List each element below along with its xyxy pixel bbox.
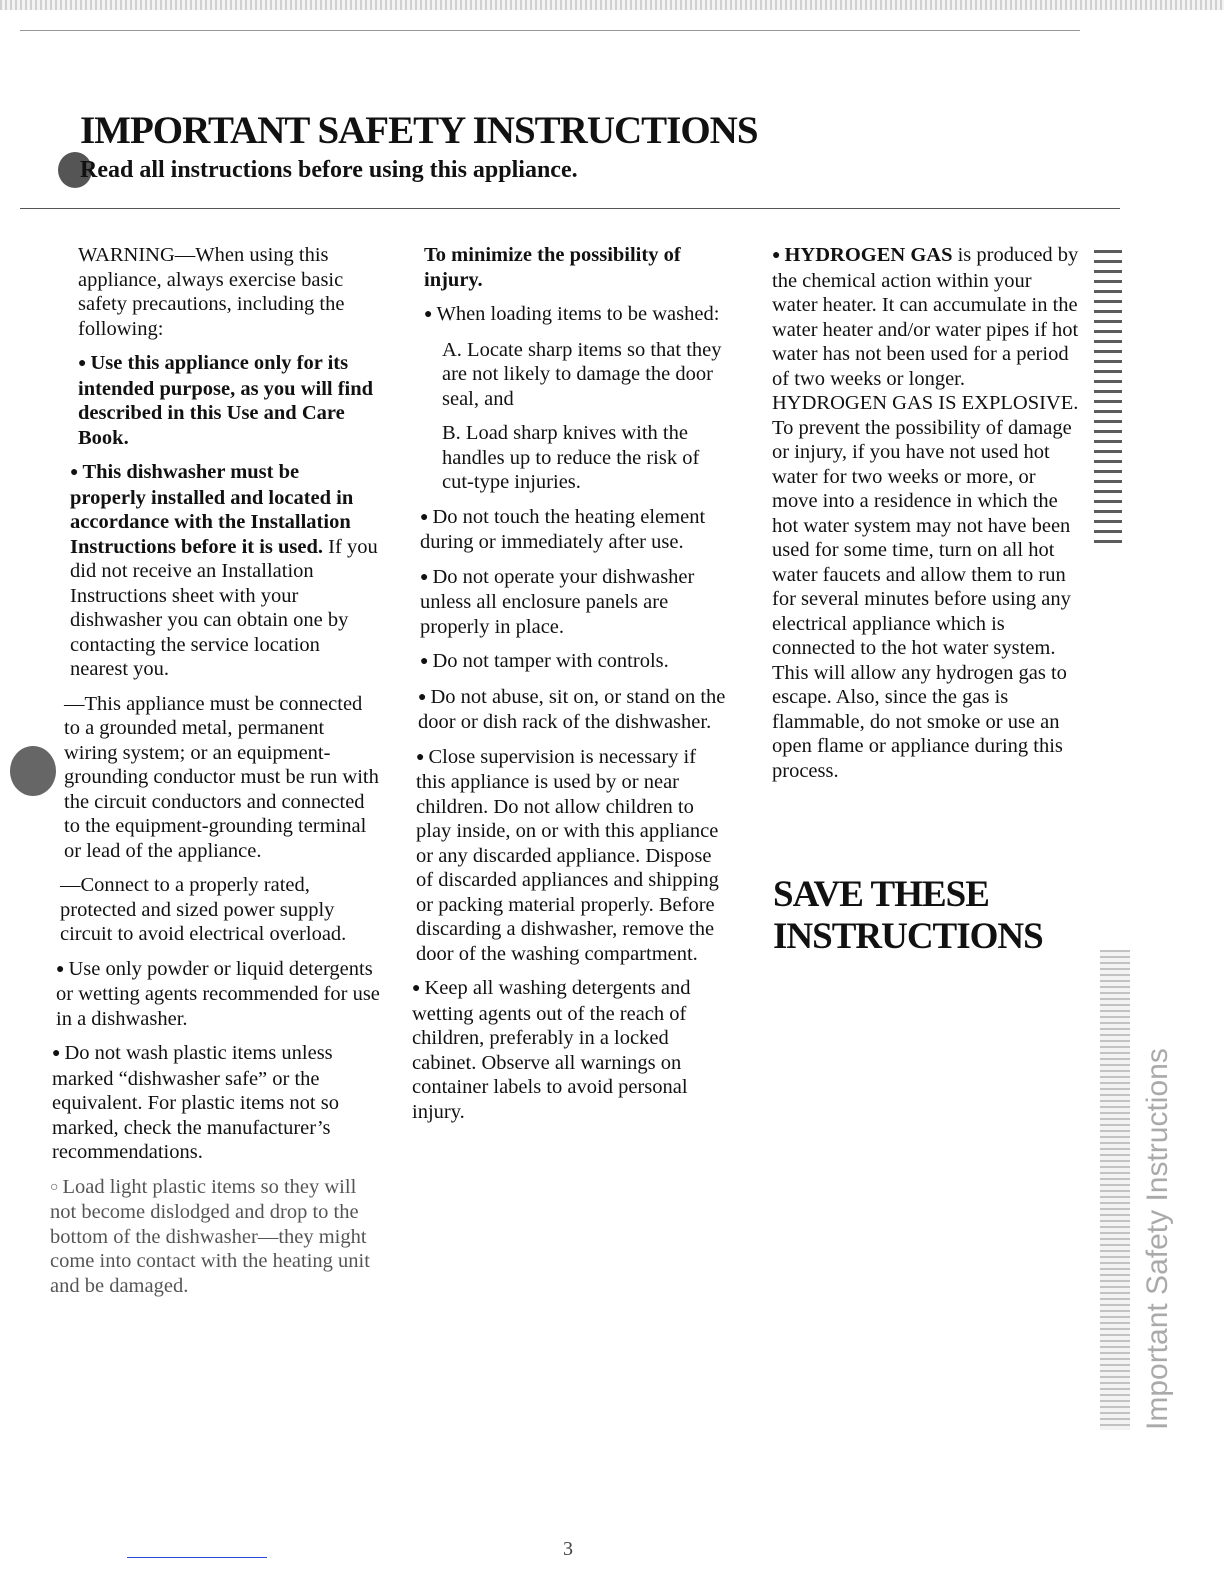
- bullet-icon: ●: [416, 749, 425, 765]
- intended-purpose-item: ● Use this appliance only for its intended purpose, as you will find described in this Use and Care Book.: [78, 352, 374, 449]
- bullet-icon: ●: [418, 689, 427, 705]
- edge-tab-marks: [1094, 250, 1122, 550]
- bullet-icon: ●: [56, 961, 65, 977]
- page-title: IMPORTANT SAFETY INSTRUCTIONS: [80, 109, 758, 152]
- power-supply-paragraph: —Connect to a properly rated, protected and sized power supply circuit to avoid electrical overload.: [60, 874, 347, 945]
- abuse-item: ● Do not abuse, sit on, or stand on the door or dish rack of the dishwasher.: [418, 685, 726, 733]
- loading-item-b: B. Load sharp knives with the handles up to reduce the risk of cut-type injuries.: [442, 422, 700, 493]
- column-middle: [410, 243, 730, 1134]
- controls-item: ● Do not tamper with controls.: [420, 650, 669, 672]
- bullet-icon: ●: [420, 509, 429, 525]
- side-tab-label: Important Safety Instructions: [1141, 1048, 1174, 1430]
- bullet-icon: ●: [70, 465, 79, 480]
- header-divider: [20, 208, 1120, 209]
- light-plastic-item: ○ Load light plastic items so they will not become dislodged and drop to the bottom of the dishwasher—they might come into contact with the heating unit and be damaged.: [50, 1175, 370, 1297]
- installation-item: ● This dishwasher must be properly installed and located in accordance with the Installation Instructions before it is used. If you did not receive an Installation Instructions sheet with your dishwasher you can obtain one by contacting the service location nearest you.: [70, 461, 378, 680]
- loading-item-a: A. Locate sharp items so that they are not likely to damage the door seal, and: [442, 338, 722, 410]
- bullet-icon: ●: [420, 569, 429, 585]
- save-instructions-heading: SAVE THESE INSTRUCTIONS: [773, 874, 1043, 957]
- bullet-icon: ●: [424, 307, 433, 322]
- page-number: 3: [563, 1538, 573, 1560]
- hydrogen-gas-item: ● HYDROGEN GAS is produced by the chemical action within your water heater. It can accumulate in the water heater and/or water pipes if hot water has not been used for a period of two weeks or longer. HYDROGEN GAS IS EXPLOSIVE. To prevent the possibility of damage or injury, if you have not used hot water for two weeks or more, or move into a residence in which the hot water system may not have been used for some time, turn on all hot water faucets and allow them to run for several minutes before using any electrical appliance which is connected to the hot water system. This will allow any hydrogen gas to escape. Also, since the gas is flammable, do not smoke or use an open flame or appliance during this process.: [772, 244, 1079, 782]
- top-rule: [20, 30, 1080, 31]
- edge-tab-shading: [1100, 950, 1130, 1430]
- bullet-icon: ●: [78, 356, 87, 371]
- column-left: [50, 243, 380, 1308]
- injury-heading: To minimize the possibility of injury.: [424, 244, 681, 291]
- bullet-icon: ○: [50, 1179, 59, 1195]
- footer-rule: [127, 1557, 267, 1558]
- top-scan-border: [0, 0, 1224, 10]
- grounding-paragraph: —This appliance must be connected to a grounded metal, permanent wiring system; or an equipment-grounding conductor must be run with the circuit conductors and connected to the equipment-grounding terminal or lead of the appliance.: [64, 692, 379, 862]
- column-right: [772, 243, 1082, 793]
- supervision-item: ● Close supervision is necessary if this appliance is used by or near children. Do not allow children to play inside, on or with this appliance or any discarded appliance. Dispose of discarded appliances and shipping or packing material properly. Before discarding a dishwasher, remove the door of the washing compartment.: [416, 745, 719, 965]
- bullet-icon: ●: [420, 654, 429, 669]
- warning-paragraph: WARNING—When using this appliance, always exercise basic safety precautions, including the following:: [78, 244, 345, 340]
- enclosure-panels-item: ● Do not operate your dishwasher unless all enclosure panels are properly in place.: [420, 565, 695, 638]
- bullet-icon: ●: [412, 981, 421, 996]
- detergent-item: ● Use only powder or liquid detergents or wetting agents recommended for use in a dishwasher.: [56, 957, 380, 1030]
- heating-element-item: ● Do not touch the heating element during or immediately after use.: [420, 505, 706, 553]
- plastic-items-item: ● Do not wash plastic items unless marked “dishwasher safe” or the equivalent. For plastic items not so marked, check the manufacturer’s recommendations.: [52, 1042, 339, 1163]
- loading-item: ● When loading items to be washed:: [424, 303, 720, 325]
- bullet-icon: ●: [52, 1046, 61, 1061]
- detergent-storage-item: ● Keep all washing detergents and wetting agents out of the reach of children, preferably in a locked cabinet. Observe all warnings on container labels to avoid personal injury.: [412, 977, 691, 1123]
- page-subtitle: Read all instructions before using this appliance.: [80, 157, 578, 183]
- bullet-icon: ●: [772, 248, 781, 263]
